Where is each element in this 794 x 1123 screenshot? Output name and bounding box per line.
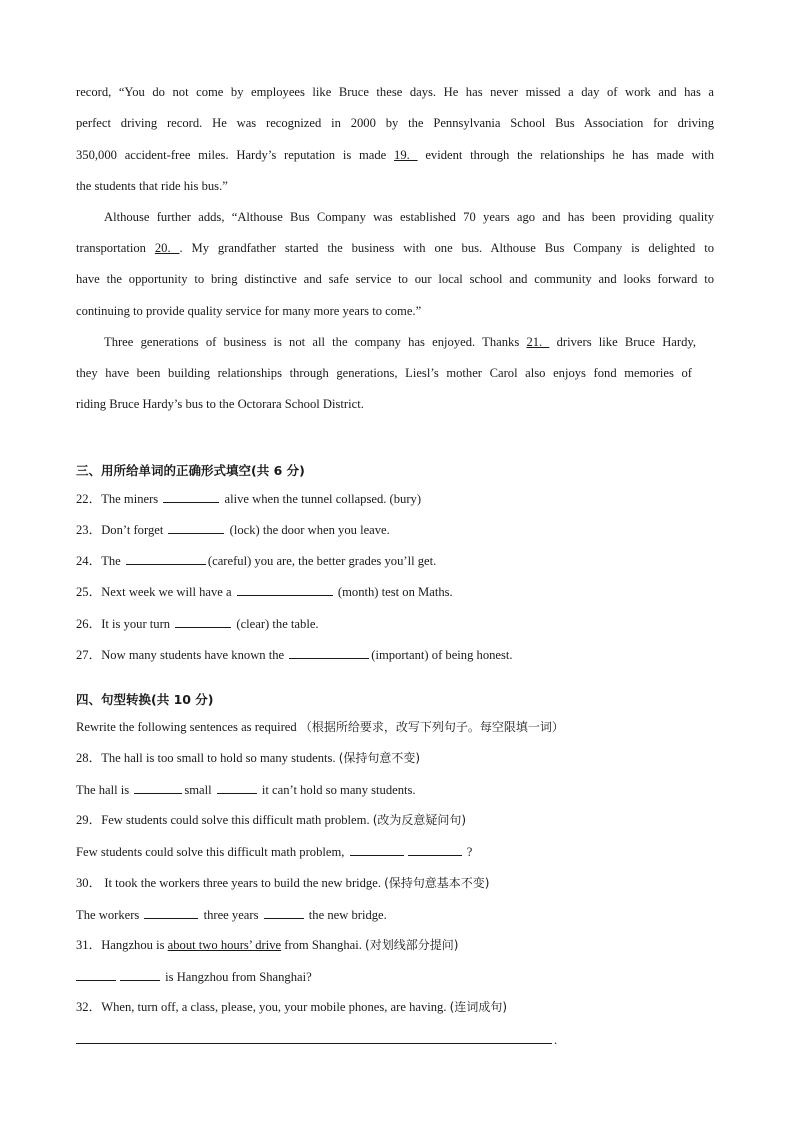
question-27: 27．Now many students have known the (important) of being honest.	[76, 648, 513, 662]
answer-32-line[interactable]	[76, 1043, 552, 1044]
passage-line-10: they have been building relationships through generations, Liesl’s mother Carol also enjoys fond memories of	[76, 366, 692, 380]
question-22: 22．The miners alive when the tunnel collapsed. (bury)	[76, 492, 422, 506]
question-29: 29．Few students could solve this difficult math problem. (改为反意疑问句)	[76, 813, 467, 827]
underlined-phrase: about two hours’ drive	[167, 938, 282, 952]
answer-blank[interactable]	[134, 781, 182, 794]
section4-title: 四、句型转换(共 10 分)	[76, 692, 214, 707]
question-28: 28．The hall is too small to hold so many students. (保持句意不变)	[76, 751, 421, 765]
question-25: 25．Next week we will have a (month) test on Maths.	[76, 585, 453, 599]
passage-line-7: have the opportunity to bring distinctive and safe service to our local school and community and looks forward to	[76, 272, 714, 286]
answer-blank[interactable]	[289, 646, 369, 659]
passage-line-11: riding Bruce Hardy’s bus to the Octorara School District.	[76, 397, 364, 411]
passage-line-5: Althouse further adds, “Althouse Bus Company was established 70 years ago and has been providing quality	[104, 210, 714, 224]
answer-blank[interactable]	[350, 843, 404, 856]
answer-28: The hall is small it can’t hold so many students.	[76, 783, 416, 797]
question-24: 24．The (careful) you are, the better grades you’ll get.	[76, 554, 437, 568]
answer-blank[interactable]	[120, 968, 160, 981]
answer-blank[interactable]	[408, 843, 462, 856]
section4-instruction: Rewrite the following sentences as required （根据所给要求，改写下列句子。每空限填一词）	[76, 720, 564, 734]
question-32: 32．When, turn off, a class, please, you, your mobile phones, are having. (连词成句)	[76, 1000, 508, 1014]
answer-blank[interactable]	[76, 968, 116, 981]
passage-line-1: record, “You do not come by employees like Bruce these days. He has never missed a day of work and has a	[76, 85, 714, 99]
answer-blank[interactable]	[264, 906, 304, 919]
blank-19[interactable]: 19.	[394, 148, 418, 162]
passage-line-8: continuing to provide quality service for many more years to come.”	[76, 304, 422, 318]
answer-blank[interactable]	[144, 906, 198, 919]
question-26: 26．It is your turn (clear) the table.	[76, 617, 319, 631]
passage-line-3: 350,000 accident-free miles. Hardy’s reputation is made 19. evident through the relationships he has made with	[76, 148, 715, 162]
blank-21[interactable]: 21.	[526, 335, 550, 349]
answer-blank[interactable]	[126, 552, 206, 565]
answer-blank[interactable]	[217, 781, 257, 794]
answer-29: Few students could solve this difficult math problem, ?	[76, 845, 473, 859]
answer-30: The workers three years the new bridge.	[76, 908, 387, 922]
question-30: 30． It took the workers three years to build the new bridge. (保持句意基本不变)	[76, 876, 490, 890]
passage-line-2: perfect driving record. He was recognized in 2000 by the Pennsylvania School Bus Association for driving	[76, 116, 714, 130]
answer-32-period: .	[554, 1033, 558, 1047]
passage-line-4: the students that ride his bus.”	[76, 179, 228, 193]
answer-blank[interactable]	[237, 583, 333, 596]
section3-title: 三、用所给单词的正确形式填空(共 6 分)	[76, 463, 305, 478]
question-23: 23．Don’t forget (lock) the door when you leave.	[76, 523, 390, 537]
answer-blank[interactable]	[163, 490, 219, 503]
question-31: 31．Hangzhou is about two hours’ drive from Shanghai. (对划线部分提问)	[76, 938, 459, 952]
blank-20[interactable]: 20.	[154, 241, 180, 255]
answer-blank[interactable]	[175, 615, 231, 628]
answer-31: is Hangzhou from Shanghai?	[76, 968, 312, 985]
passage-line-6: transportation 20. . My grandfather started the business with one bus. Althouse Bus Company is delighted to	[76, 241, 714, 255]
answer-blank[interactable]	[168, 521, 224, 534]
passage-line-9: Three generations of business is not all the company has enjoyed. Thanks 21. drivers like Bruce Hardy,	[104, 335, 696, 349]
